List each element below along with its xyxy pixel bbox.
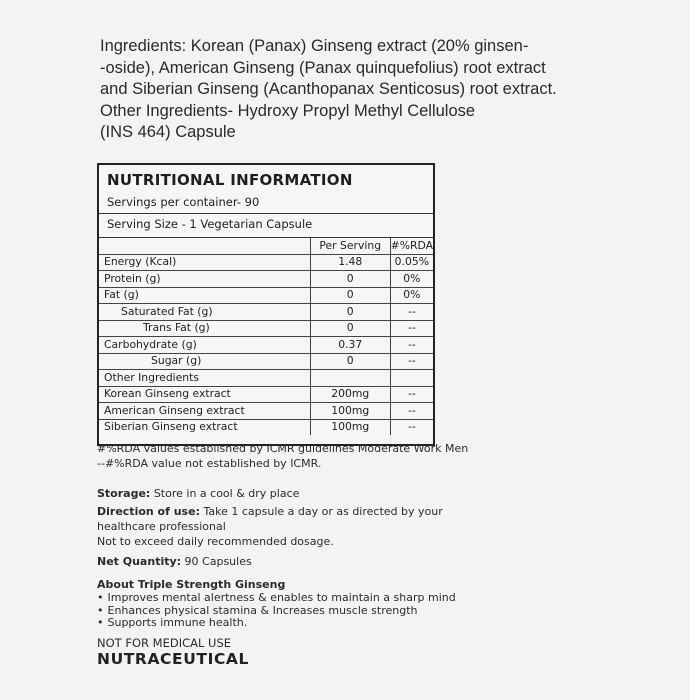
direction-text: healthcare professional: [97, 520, 226, 533]
nutrition-panel: [97, 163, 435, 446]
storage-text: Store in a cool & dry place: [150, 487, 300, 500]
nutrient-name: Siberian Ginseng extract: [99, 419, 310, 435]
nutrient-per-serving: [310, 370, 390, 387]
nutrient-name: Fat (g): [99, 287, 310, 304]
table-cell: [99, 238, 310, 254]
rda-na-note: --#%RDA value not established by ICMR.: [97, 457, 322, 470]
ingredients-line: (INS 464) Capsule: [100, 123, 236, 141]
nutrient-rda: --: [390, 304, 433, 321]
storage-label: Storage:: [97, 487, 151, 500]
list-item: • Improves mental alertness & enables to maintain a sharp mind: [97, 592, 567, 605]
net-quantity-line: [97, 554, 567, 569]
nutrient-per-serving: 0.37: [310, 337, 390, 354]
nutrient-name: American Ginseng extract: [99, 403, 310, 420]
nutrient-rda: --: [390, 386, 433, 403]
table-row: [99, 370, 433, 387]
column-header-rda: #%RDA: [390, 238, 433, 254]
nutrient-per-serving: 0: [310, 353, 390, 370]
nutrient-rda: --: [390, 353, 433, 370]
nutrient-per-serving: 100mg: [310, 419, 390, 435]
table-row: [99, 386, 433, 403]
table-row: [99, 419, 433, 435]
ingredients-block: [100, 36, 590, 144]
ingredients-line: Other Ingredients- Hydroxy Propyl Methyl Cellulose: [100, 101, 476, 120]
rda-note: #%RDA values established by ICMR guidelines Moderate Work Men: [97, 442, 469, 455]
servings-per-container: Servings per container- 90: [99, 191, 433, 214]
table-row: [99, 304, 433, 321]
direction-text: Not to exceed daily recommended dosage.: [97, 535, 334, 548]
table-row: [99, 320, 433, 337]
nutrition-title: NUTRITIONAL INFORMATION: [107, 171, 353, 189]
product-category: NUTRACEUTICAL: [97, 650, 249, 668]
nutrient-rda: [390, 370, 433, 387]
nutrient-per-serving: 0: [310, 320, 390, 337]
about-title: About Triple Strength Ginseng: [97, 578, 286, 591]
nutrient-name: Protein (g): [99, 271, 310, 288]
table-row: [99, 403, 433, 420]
nutrient-rda: --: [390, 337, 433, 354]
storage-line: [97, 486, 567, 501]
rda-notes: [97, 441, 567, 471]
list-item: • Supports immune health.: [97, 617, 567, 630]
direction-text: Take 1 capsule a day or as directed by your: [199, 505, 443, 518]
direction-label: Direction of use:: [97, 505, 200, 518]
table-row: [99, 353, 433, 370]
nutrient-name: Sugar (g): [99, 353, 310, 370]
nutrient-rda: --: [390, 320, 433, 337]
nutrient-per-serving: 0: [310, 304, 390, 321]
table-row: [99, 254, 433, 271]
serving-size: Serving Size - 1 Vegetarian Capsule: [99, 214, 433, 238]
nutrient-per-serving: 200mg: [310, 386, 390, 403]
ingredients-line: Ingredients: Korean (Panax) Ginseng extract (20% ginsen-: [100, 37, 529, 55]
nutrient-name: Energy (Kcal): [99, 254, 310, 271]
nutrient-per-serving: 0: [310, 287, 390, 304]
nutrient-name: Carbohydrate (g): [99, 337, 310, 354]
nutrient-name: Other Ingredients: [99, 370, 310, 387]
ingredients-line: -oside), American Ginseng (Panax quinquefolius) root extract: [100, 58, 546, 77]
list-item: • Enhances physical stamina & Increases muscle strength: [97, 605, 567, 618]
nutrient-per-serving: 100mg: [310, 403, 390, 420]
nutrient-per-serving: 0: [310, 271, 390, 288]
nutrient-per-serving: 1.48: [310, 254, 390, 271]
nutrient-name: Saturated Fat (g): [99, 304, 310, 321]
table-row: [99, 287, 433, 304]
net-quantity-label: Net Quantity:: [97, 555, 182, 568]
table-row: [99, 337, 433, 354]
nutrient-name: Korean Ginseng extract: [99, 386, 310, 403]
table-row: [99, 271, 433, 288]
nutrient-rda: --: [390, 419, 433, 435]
direction-block: [97, 504, 567, 549]
nutrient-rda: 0%: [390, 287, 433, 304]
net-quantity-text: 90 Capsules: [181, 555, 252, 568]
column-header-per-serving: Per Serving: [310, 238, 390, 254]
about-block: [97, 577, 567, 630]
table-header-row: [99, 238, 433, 254]
benefits-list: [97, 592, 567, 630]
nutrient-rda: 0.05%: [390, 254, 433, 271]
nutrition-table: [99, 238, 433, 435]
ingredients-line: and Siberian Ginseng (Acanthopanax Senticosus) root extract.: [100, 80, 557, 98]
nutrient-rda: --: [390, 403, 433, 420]
disclaimer: NOT FOR MEDICAL USE: [97, 636, 232, 650]
nutrient-name: Trans Fat (g): [99, 320, 310, 337]
nutrient-rda: 0%: [390, 271, 433, 288]
